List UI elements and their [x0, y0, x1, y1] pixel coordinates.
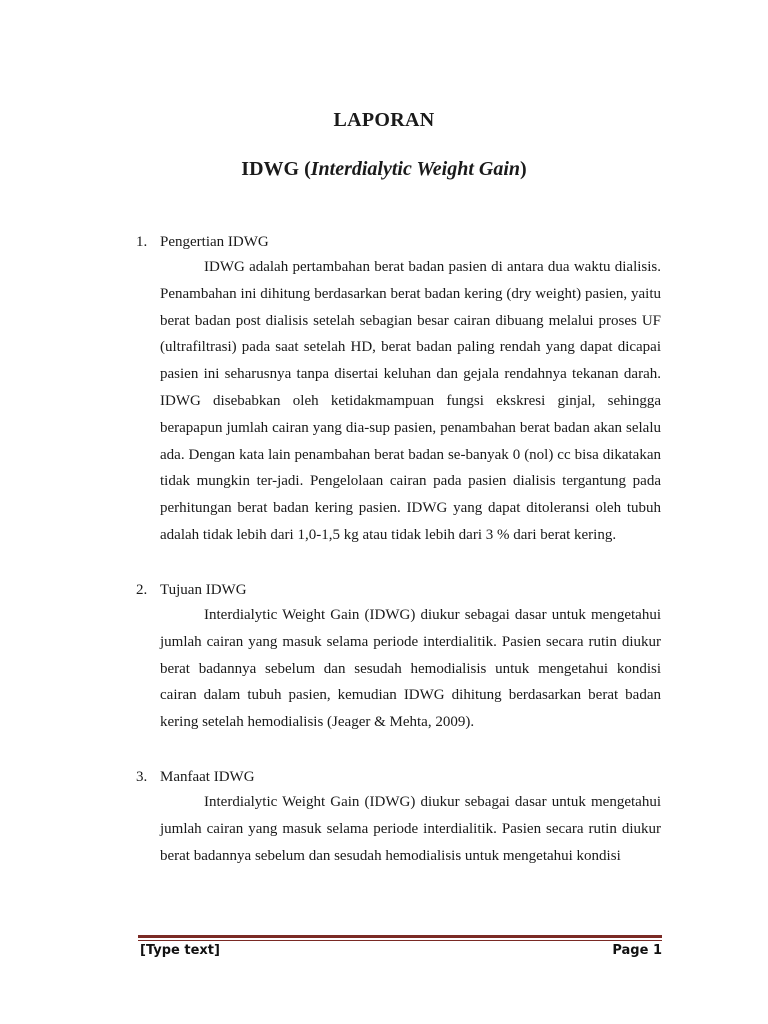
section-number: 1. — [136, 234, 148, 250]
section-number: 3. — [136, 769, 148, 785]
subtitle-suffix: ) — [520, 158, 527, 180]
section-title: Pengertian IDWG — [160, 234, 269, 250]
section-title: Tujuan IDWG — [160, 582, 247, 598]
subtitle-prefix: IDWG ( — [241, 158, 311, 180]
section-paragraph: IDWG adalah pertambahan berat badan pasien di antara dua waktu dialisis. Penambahan ini dihitung berdasarkan berat badan kering (dry weight) pasien, yaitu berat badan post dialisis setelah sebagian besar cairan dibuang melalui proses UF (ultrafiltrasi) pada saat setelah HD, berat badan paling rendah yang dapat dicapai pasien ini seharusnya tanpa disertai keluhan dan gejala rendahnya tekanan darah. IDWG disebabkan oleh ketidakmampuan fungsi ekskresi ginjal, sehingga berapapun jumlah cairan yang dia-sup pasien, penambahan berat badan akan selalu ada. Dengan kata lain penambahan berat badan se-banyak 0 (nol) cc bisa dikatakan tidak mungkin ter-jadi. Pengelolaan cairan pada pasien dialisis tergantung pada perhitungan berat badan kering pasien. IDWG yang dapat ditoleransi oleh tubuh adalah tidak lebih dari 1,0-1,5 kg atau tidak lebih dari 3 % dari berat kering. — [160, 259, 661, 543]
document-subtitle — [0, 158, 768, 181]
subtitle-italic: Interdialytic Weight Gain — [310, 158, 521, 180]
section-paragraph: Interdialytic Weight Gain (IDWG) diukur sebagai dasar untuk mengetahui jumlah cairan yang masuk selama periode interdialitik. Pasien secara rutin diukur berat badannya sebelum dan sesudah hemodialisis untuk mengetahui kondisi cairan dalam tubuh pasien, kemudian IDWG dihitung berdasarkan berat badan kering setelah hemodialisis (Jeager & Mehta, 2009). — [160, 607, 661, 731]
footer-placeholder-text: [Type text] — [140, 943, 220, 958]
section-number: 2. — [136, 582, 148, 598]
section-title: Manfaat IDWG — [160, 769, 255, 785]
document-title: LAPORAN — [333, 109, 435, 131]
page-number: Page 1 — [612, 943, 662, 958]
footer-rule-thick — [138, 935, 662, 938]
footer-rule-thin — [138, 940, 662, 941]
section-paragraph: Interdialytic Weight Gain (IDWG) diukur sebagai dasar untuk mengetahui jumlah cairan yang masuk selama periode interdialitik. Pasien secara rutin diukur berat badannya sebelum dan sesudah hemodialisis untuk mengetahui kondisi — [160, 794, 661, 864]
